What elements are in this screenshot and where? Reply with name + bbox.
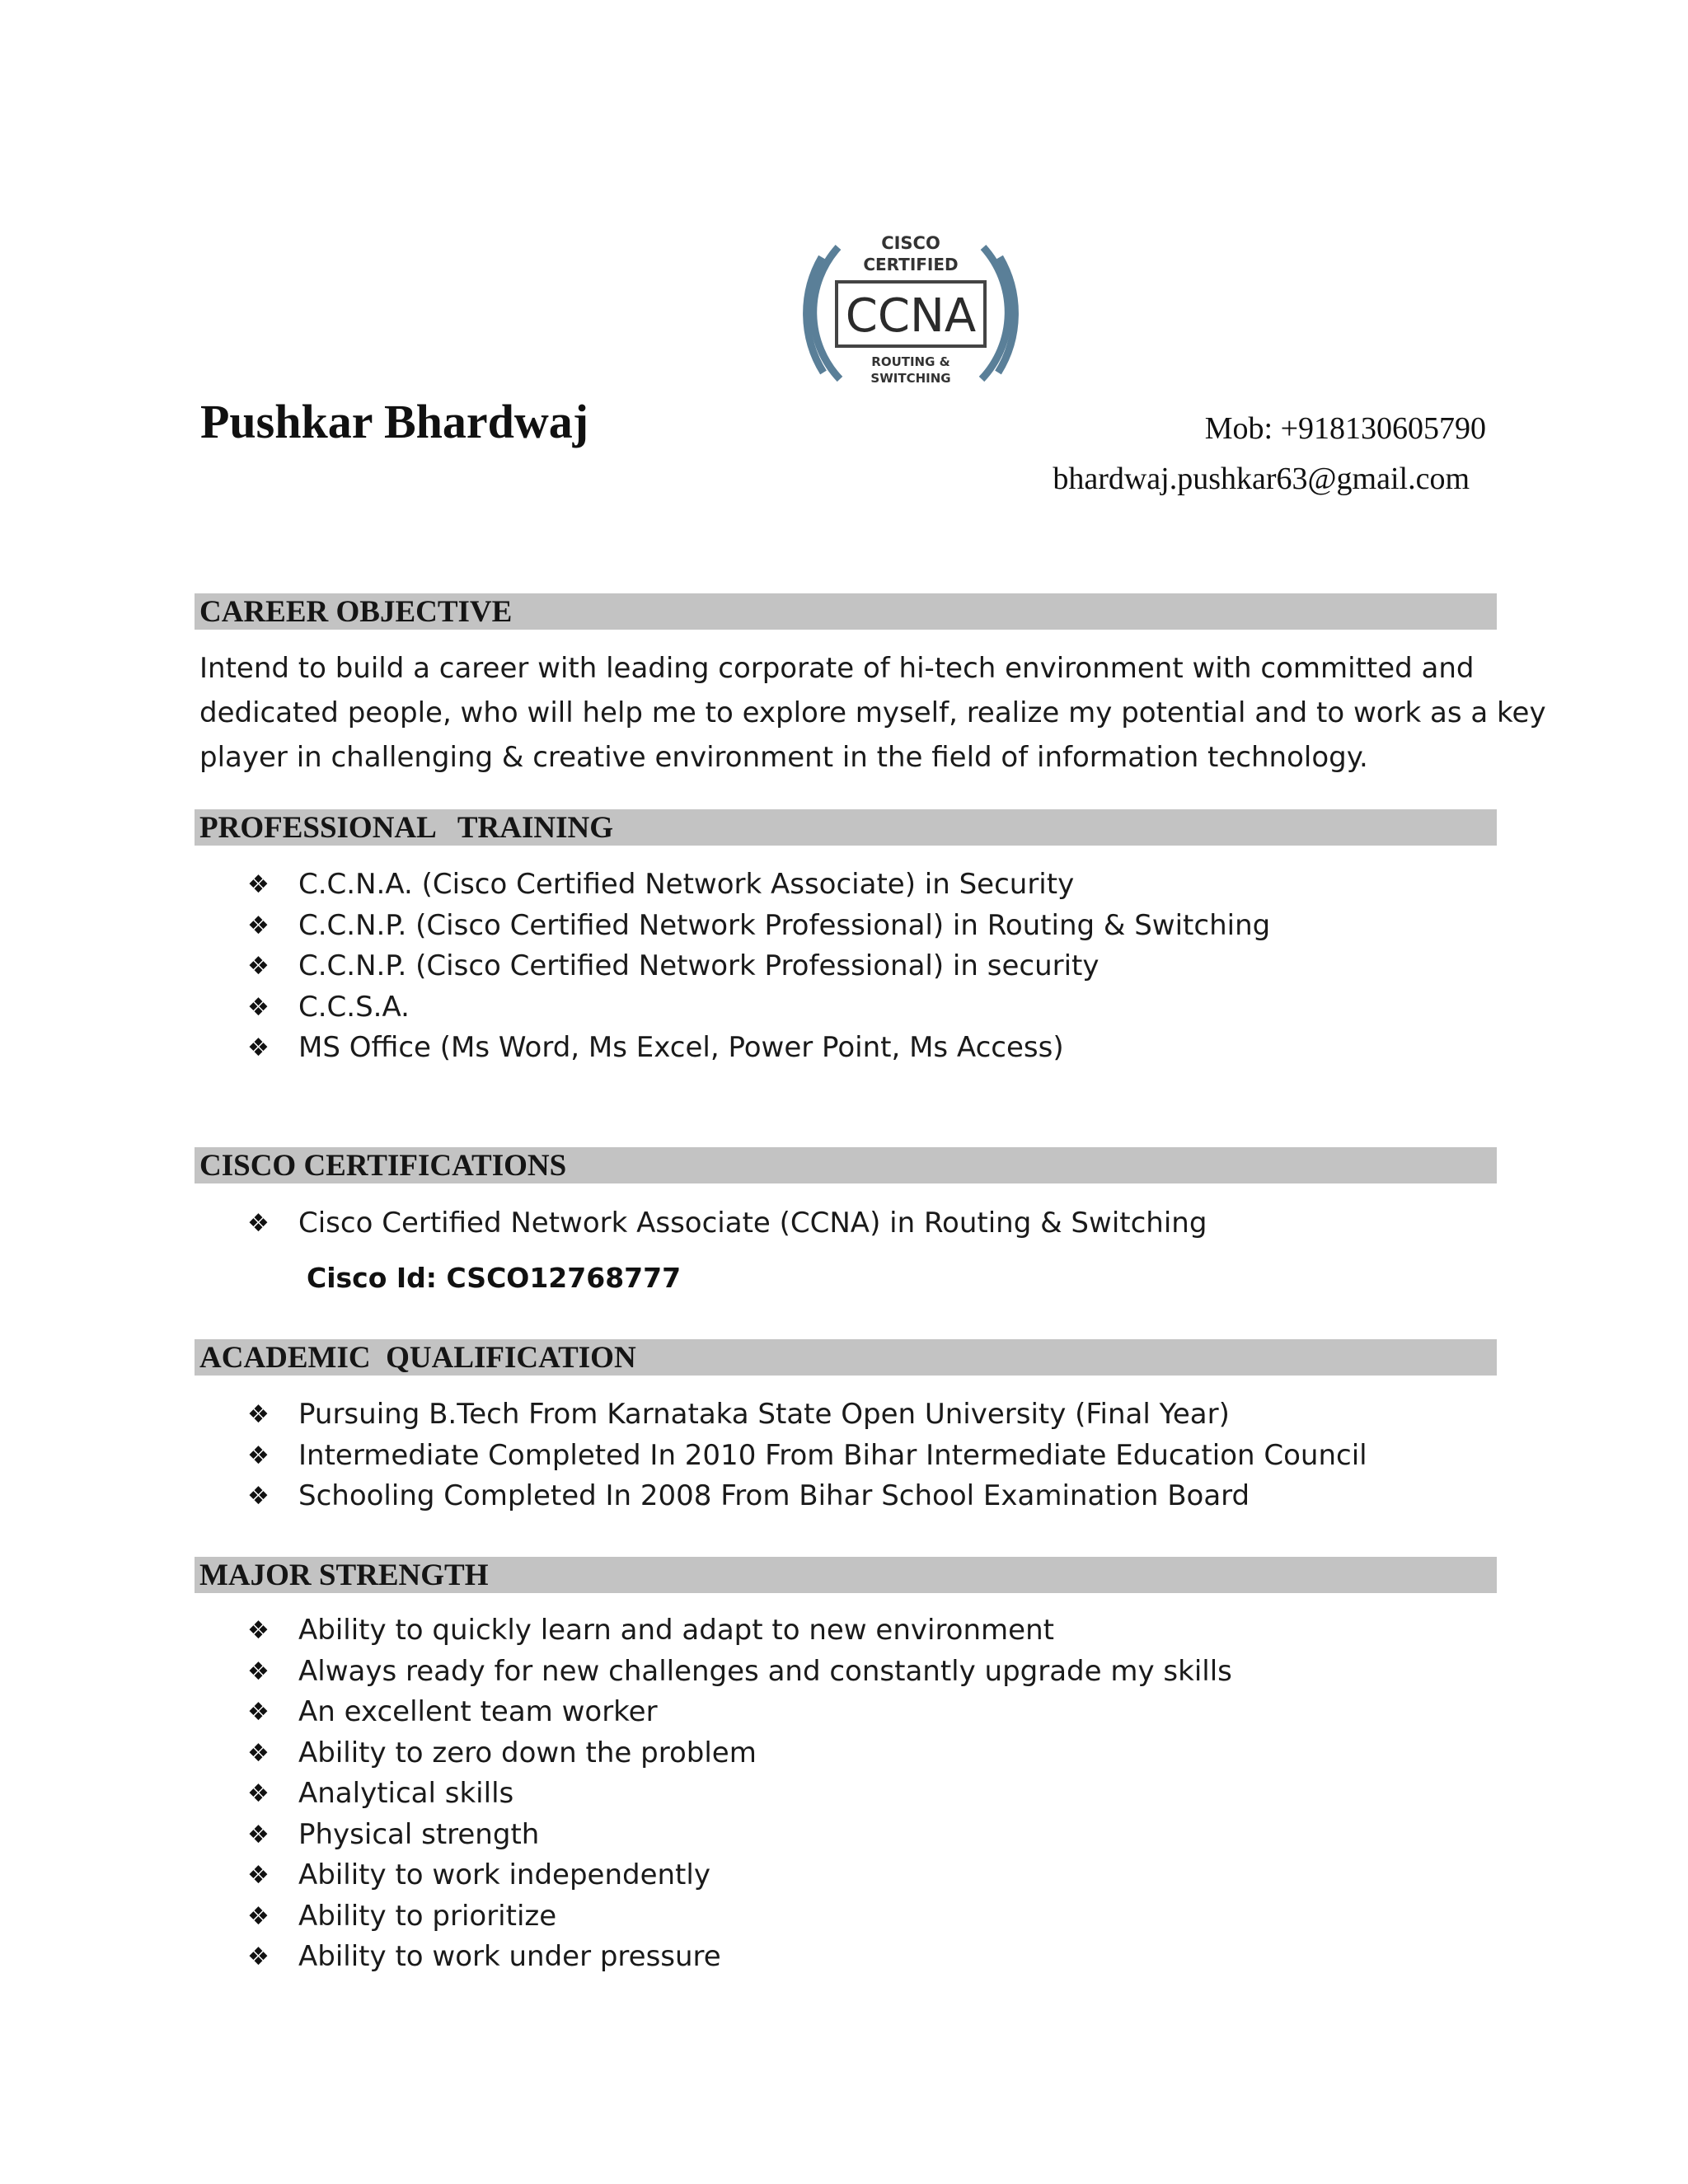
list-item	[247, 987, 1270, 1029]
career-objective-text	[199, 646, 1546, 780]
logo-text-switching: SWITCHING	[870, 371, 951, 386]
list-item	[247, 1610, 1232, 1652]
list-item-text: Physical strength	[298, 1817, 540, 1851]
list-item-text: C.C.N.P. (Cisco Certified Network Professional) in Routing & Switching	[298, 908, 1271, 942]
list-item	[247, 1028, 1270, 1069]
list-item-text: C.C.S.A.	[298, 990, 410, 1024]
logo-text-routing: ROUTING &	[871, 354, 950, 369]
bullet-icon: ❖	[247, 1698, 270, 1727]
list-item	[247, 1774, 1232, 1815]
section-heading-academic-qualification: ACADEMIC QUALIFICATION	[195, 1339, 1497, 1376]
section-heading-career-objective: CAREER OBJECTIVE	[195, 593, 1497, 630]
list-item-text: An excellent team worker	[298, 1695, 658, 1728]
list-item	[247, 1937, 1232, 1978]
cisco-certifications-list	[247, 1203, 1207, 1244]
list-item-text: Ability to prioritize	[298, 1899, 557, 1933]
list-item	[247, 906, 1270, 947]
bullet-icon: ❖	[247, 1209, 270, 1238]
objective-line: dedicated people, who will help me to explore myself, realize my potential and to work as a key	[199, 696, 1546, 729]
list-item-text: MS Office (Ms Word, Ms Excel, Power Point, Ms Access)	[298, 1031, 1064, 1064]
list-item	[247, 1896, 1232, 1938]
candidate-name: Pushkar Bhardwaj	[200, 395, 589, 448]
bullet-icon: ❖	[247, 992, 270, 1022]
objective-line: player in challenging & creative environment in the field of information technology.	[199, 741, 1368, 774]
bullet-icon: ❖	[247, 1943, 270, 1971]
bullet-icon: ❖	[247, 1033, 270, 1062]
logo-text-ccna: CCNA	[845, 289, 977, 343]
academic-qualification-list	[247, 1394, 1367, 1517]
email-address: bhardwaj.pushkar63@gmail.com	[1053, 462, 1470, 496]
bullet-icon: ❖	[247, 1441, 270, 1470]
bullet-icon: ❖	[247, 1657, 270, 1686]
list-item	[247, 1203, 1207, 1244]
list-item-text: Pursuing B.Tech From Karnataka State Open University (Final Year)	[298, 1398, 1230, 1431]
list-item	[247, 1855, 1232, 1896]
section-heading-cisco-certifications: CISCO CERTIFICATIONS	[195, 1147, 1497, 1183]
bullet-icon: ❖	[247, 1779, 270, 1808]
mobile-number: Mob: +918130605790	[1204, 411, 1486, 446]
logo-text-certified: CERTIFIED	[863, 255, 959, 274]
list-item	[247, 1815, 1232, 1856]
list-item	[247, 1394, 1367, 1436]
list-item-text: Cisco Certified Network Associate (CCNA) in Routing & Switching	[298, 1207, 1207, 1240]
list-item-text: Ability to zero down the problem	[298, 1736, 757, 1769]
objective-line: Intend to build a career with leading corporate of hi-tech environment with committed and	[199, 652, 1475, 685]
section-heading-professional-training: PROFESSIONAL TRAINING	[195, 809, 1497, 846]
bullet-icon: ❖	[247, 1738, 270, 1768]
bullet-icon: ❖	[247, 870, 270, 899]
bullet-icon: ❖	[247, 911, 270, 940]
bullet-icon: ❖	[247, 1616, 270, 1645]
bullet-icon: ❖	[247, 1861, 270, 1890]
list-item	[247, 1476, 1367, 1517]
list-item	[247, 1436, 1367, 1477]
bullet-icon: ❖	[247, 1901, 270, 1931]
bullet-icon: ❖	[247, 1400, 270, 1429]
section-heading-major-strength: MAJOR STRENGTH	[195, 1557, 1497, 1593]
list-item-text: Analytical skills	[298, 1777, 514, 1810]
bullet-icon: ❖	[247, 952, 270, 981]
list-item-text: Intermediate Completed In 2010 From Bihar Intermediate Education Council	[298, 1438, 1367, 1472]
major-strength-list	[247, 1610, 1232, 1978]
logo-text-cisco: CISCO	[881, 233, 940, 253]
list-item-text: C.C.N.A. (Cisco Certified Network Associate) in Security	[298, 868, 1075, 901]
list-item	[247, 1733, 1232, 1774]
list-item-text: Always ready for new challenges and constantly upgrade my skills	[298, 1654, 1232, 1688]
bullet-icon: ❖	[247, 1482, 270, 1511]
list-item-text: C.C.N.P. (Cisco Certified Network Professional) in security	[298, 949, 1100, 982]
professional-training-list	[247, 865, 1270, 1069]
list-item-text: Ability to work under pressure	[298, 1940, 721, 1973]
cisco-id: Cisco Id: CSCO12768777	[307, 1262, 682, 1294]
list-item	[247, 1652, 1232, 1693]
list-item	[247, 865, 1270, 906]
bullet-icon: ❖	[247, 1820, 270, 1849]
list-item-text: Ability to work independently	[298, 1858, 710, 1891]
list-item-text: Schooling Completed In 2008 From Bihar School Examination Board	[298, 1479, 1250, 1512]
list-item-text: Ability to quickly learn and adapt to new environment	[298, 1614, 1054, 1647]
list-item	[247, 946, 1270, 987]
ccna-logo	[787, 224, 1034, 404]
list-item	[247, 1692, 1232, 1733]
